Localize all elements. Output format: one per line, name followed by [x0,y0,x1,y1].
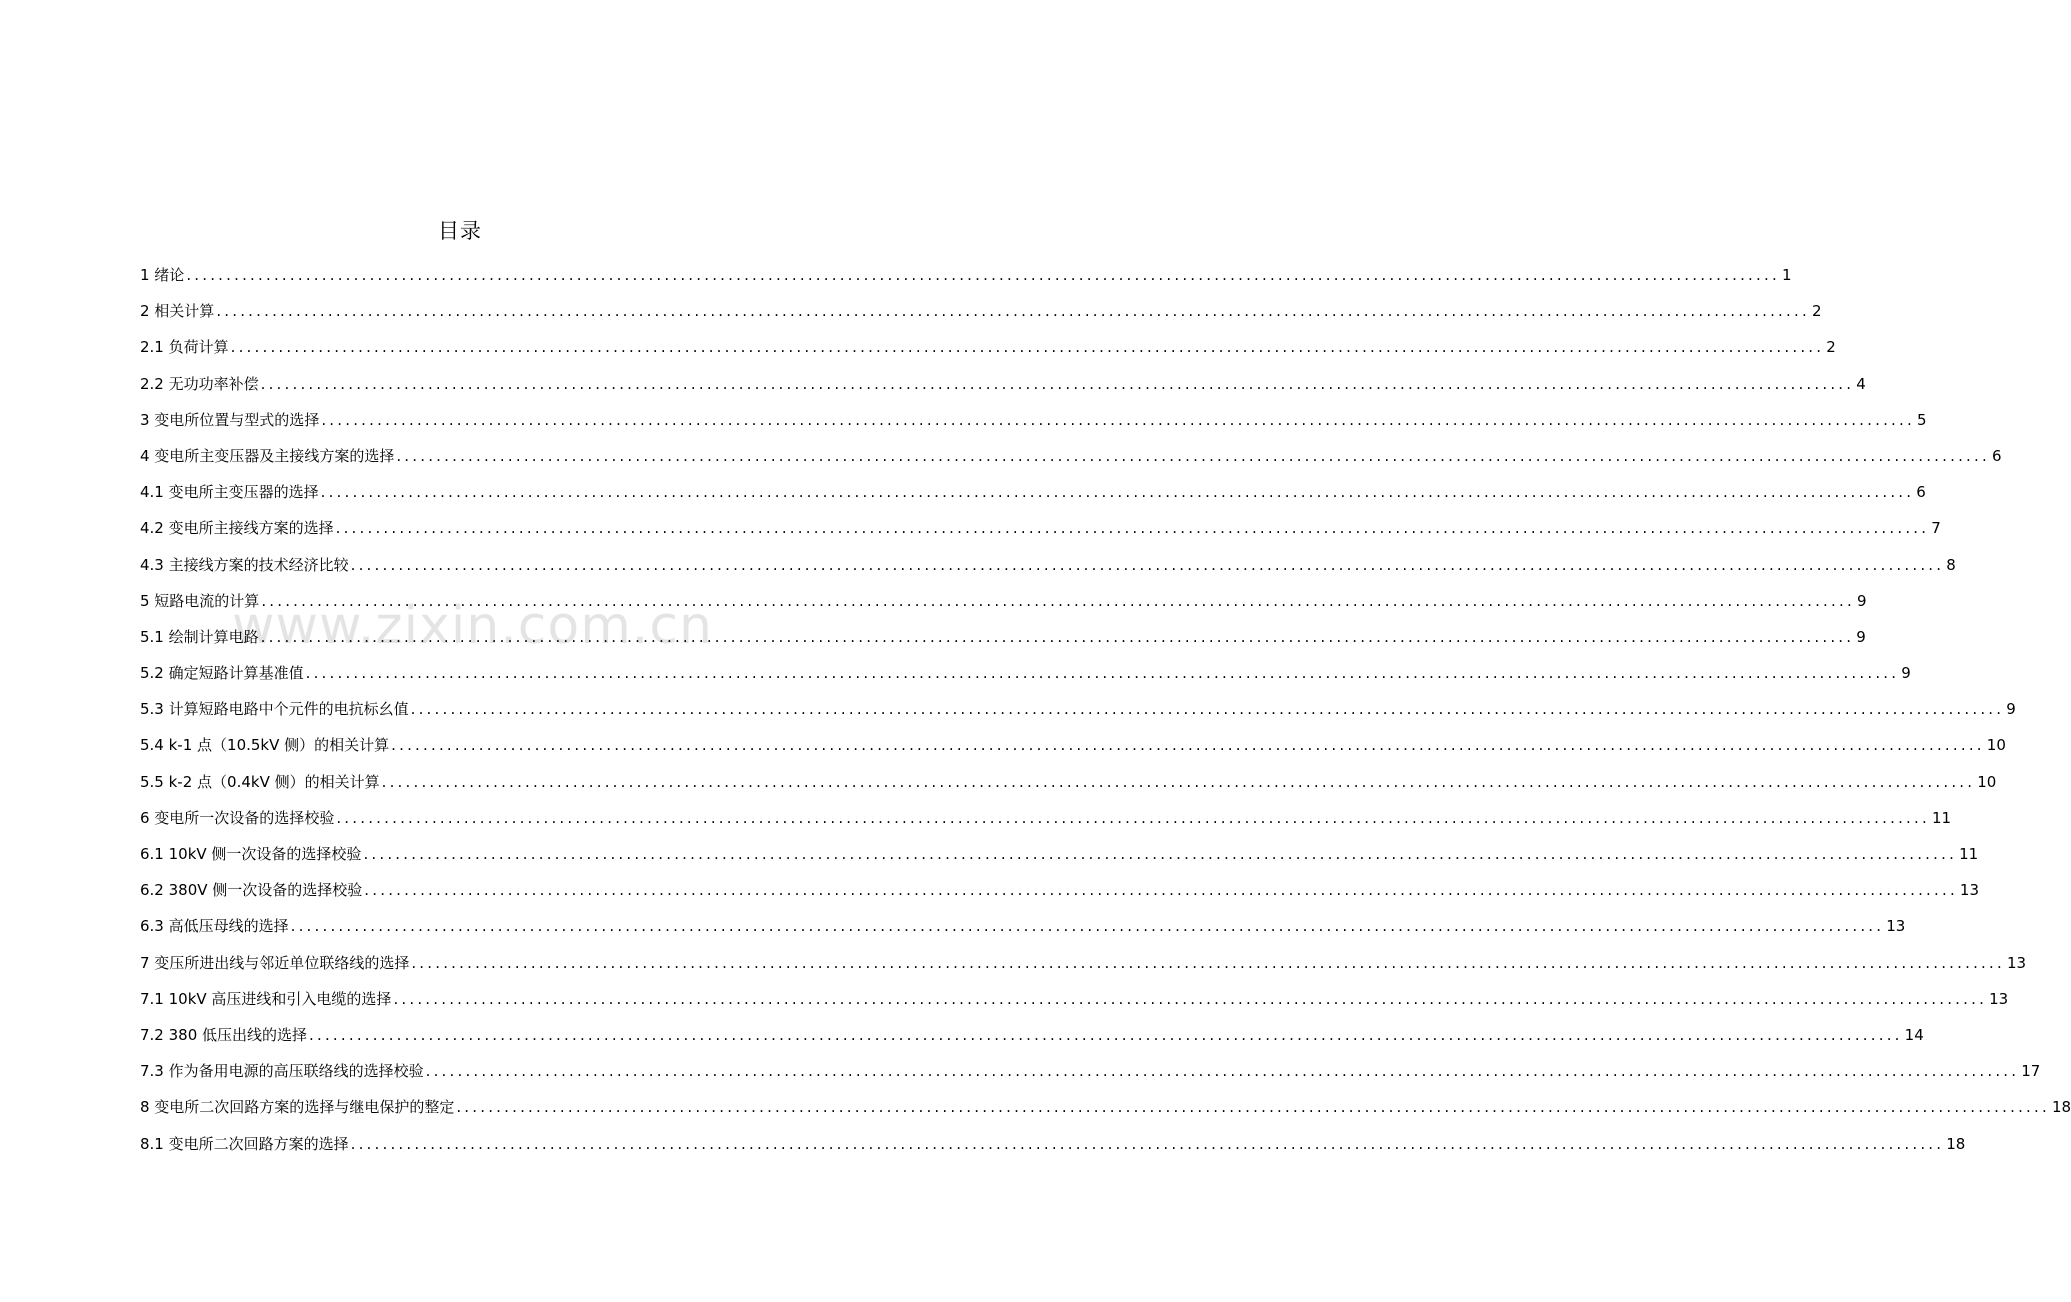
toc-entry-page-number: 13 [1959,881,1980,900]
toc-entry[interactable] [140,1089,2071,1125]
toc-entry-page-number: 10 [1986,736,2006,755]
toc-leader-dots: ........................................................................................................................................................................................................ [350,555,1945,574]
toc-entry-page-number: 4 [1856,374,1866,393]
toc-title: 目录 [438,219,482,243]
toc-entry-page-number: 8 [1946,555,1956,574]
toc-entry-text: 8.1 变电所二次回路方案的选择 [140,1134,349,1153]
toc-entry-text: 1 绪论 [140,266,185,284]
toc-entry-text: 4.3 主接线方案的技术经济比较 [140,555,349,574]
toc-leader-dots: ........................................................................................................................................................................................................ [320,483,1915,502]
toc-entry[interactable] [140,438,2002,474]
toc-entry-text: 2.1 负荷计算 [140,338,229,357]
toc-leader-dots: ........................................................................................................................................................................................................ [364,881,1958,900]
toc-entry[interactable] [140,510,1941,546]
toc-entry[interactable] [140,1017,1924,1053]
toc-entry-text: 4 变电所主变压器及主接线方案的选择 [140,446,395,465]
toc-entry[interactable] [140,727,2006,763]
toc-leader-dots: ........................................................................................................................................................................................................ [261,591,1855,610]
toc-leader-dots: ........................................................................................................................................................................................................ [216,302,1810,321]
toc-leader-dots: ........................................................................................................................................................................................................ [230,338,1825,357]
toc-entry[interactable] [140,800,1952,836]
toc-entry-page-number: 6 [1991,446,2002,465]
toc-entry-text: 5.5 k-2 点（0.4kV 侧）的相关计算 [140,772,380,791]
toc-entry-page-number: 9 [1856,591,1867,610]
toc-entry-text: 7.1 10kV 高压进线和引入电缆的选择 [140,989,392,1008]
toc-leader-dots: ........................................................................................................................................................................................................ [260,374,1855,393]
toc-entry-page-number: 9 [1901,664,1911,683]
toc-entry[interactable] [140,655,1911,691]
toc-leader-dots: ........................................................................................................................................................................................................ [393,989,1988,1008]
toc-entry-page-number: 10 [1977,772,1997,791]
toc-entry-text: 5 短路电流的计算 [140,591,260,610]
toc-entry-page-number: 14 [1904,1025,1924,1044]
toc-leader-dots: ........................................................................................................................................................................................................ [321,410,1915,429]
toc-entry-text: 5.2 确定短路计算基准值 [140,664,304,683]
toc-leader-dots: ........................................................................................................................................................................................................ [335,519,1930,538]
toc-entry-text: 6.1 10kV 侧一次设备的选择校验 [140,845,362,863]
toc-entry-page-number: 18 [1946,1134,1966,1153]
toc-leader-dots: ........................................................................................................................................................................................................ [290,917,1885,936]
toc-entry-page-number: 1 [1781,266,1792,284]
toc-entry-page-number: 6 [1916,483,1926,502]
toc-leader-dots: ........................................................................................................................................................................................................ [305,664,1900,683]
toc-entry-text: 5.4 k-1 点（10.5kV 侧）的相关计算 [140,736,390,755]
toc-entry-page-number: 9 [2006,700,2016,719]
toc-entry-text: 6 变电所一次设备的选择校验 [140,808,335,827]
toc-entry[interactable] [140,474,1926,510]
toc-leader-dots: ........................................................................................................................................................................................................ [350,1134,1945,1153]
toc-entry-page-number: 13 [1886,917,1906,936]
toc-leader-dots: ........................................................................................................................................................................................................ [186,266,1780,284]
toc-entry-page-number: 18 [2051,1098,2071,1117]
toc-entry[interactable] [140,691,2016,727]
toc-leader-dots: ........................................................................................................................................................................................................ [396,446,1990,465]
toc-entry[interactable] [140,547,1956,583]
toc-entry-text: 6.2 380V 侧一次设备的选择校验 [140,881,363,900]
toc-entry[interactable] [140,836,1979,872]
toc-leader-dots: ........................................................................................................................................................................................................ [425,1062,2020,1081]
toc-entry-text: 4.1 变电所主变压器的选择 [140,483,319,502]
toc-entry-text: 3 变电所位置与型式的选择 [140,410,320,429]
toc-entry-page-number: 13 [2006,953,2027,972]
toc-leader-dots: ........................................................................................................................................................................................................ [391,736,1985,755]
toc-entry[interactable] [140,908,1906,944]
toc-entry-text: 7.2 380 低压出线的选择 [140,1025,308,1044]
toc-entry-page-number: 2 [1811,302,1822,321]
toc-entry-text: 2 相关计算 [140,302,215,321]
toc-entry-text: 8 变电所二次回路方案的选择与继电保护的整定 [140,1098,455,1117]
toc-entry-text: 7 变压所进出线与邻近单位联络线的选择 [140,953,410,972]
toc-entry[interactable] [140,583,1867,619]
toc-entry-page-number: 2 [1826,338,1836,357]
toc-entry-text: 6.3 高低压母线的选择 [140,917,289,936]
toc-entry[interactable] [140,329,1836,365]
toc-entry-page-number: 17 [2021,1062,2041,1081]
toc-entry-text: 5.3 计算短路电路中个元件的电抗标幺值 [140,700,409,719]
toc-entry-text: 4.2 变电所主接线方案的选择 [140,519,334,538]
toc-entry-page-number: 5 [1916,410,1927,429]
toc-entry-text: 7.3 作为备用电源的高压联络线的选择校验 [140,1062,424,1081]
toc-entry[interactable] [140,402,1927,438]
toc-entry[interactable] [140,945,2027,981]
toc-leader-dots: ........................................................................................................................................................................................................ [410,700,2005,719]
toc-entry[interactable] [140,1053,2041,1089]
toc-leader-dots: ........................................................................................................................................................................................................ [336,808,1930,827]
toc-entry-page-number: 13 [1989,989,2009,1008]
toc-entry-page-number: 11 [1931,808,1952,827]
toc-entry-page-number: 9 [1856,627,1866,646]
toc-entry-page-number: 11 [1959,845,1979,863]
toc-entry[interactable] [140,981,2009,1017]
toc-leader-dots: ........................................................................................................................................................................................................ [309,1025,1903,1044]
toc-entry[interactable] [140,619,1866,655]
toc-entry[interactable] [140,872,1980,908]
toc-entry[interactable] [140,293,1822,329]
watermark: www.zixin.com.cn [232,596,713,656]
toc-leader-dots: ........................................................................................................................................................................................................ [456,1098,2050,1117]
toc-entry[interactable] [140,366,1866,402]
toc-leader-dots: ........................................................................................................................................................................................................ [363,845,1958,863]
toc-entry[interactable] [140,257,1792,293]
toc-entry-text: 2.2 无功功率补偿 [140,374,259,393]
toc-entry[interactable] [140,764,1997,800]
toc-entry-text: 5.1 绘制计算电路 [140,627,259,646]
toc-entry[interactable] [140,1126,1966,1162]
toc-leader-dots: ........................................................................................................................................................................................................ [260,627,1855,646]
toc-list [140,257,2071,1162]
toc-leader-dots: ........................................................................................................................................................................................................ [381,772,1976,791]
toc-leader-dots: ........................................................................................................................................................................................................ [411,953,2005,972]
toc-entry-page-number: 7 [1931,519,1941,538]
